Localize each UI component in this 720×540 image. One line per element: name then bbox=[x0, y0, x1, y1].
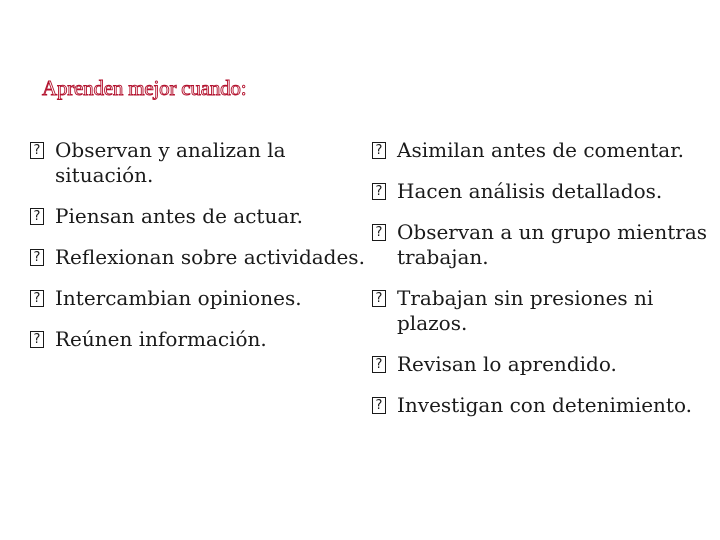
missing-glyph-icon: ? bbox=[372, 142, 386, 159]
missing-glyph-icon: ? bbox=[372, 290, 386, 307]
left-column bbox=[30, 138, 370, 368]
list-item bbox=[372, 220, 712, 270]
list-item bbox=[372, 352, 712, 377]
missing-glyph-icon: ? bbox=[30, 331, 44, 348]
list-item bbox=[30, 327, 370, 352]
list-item-text: Observan y analizan la situación. bbox=[55, 138, 286, 187]
missing-glyph-icon: ? bbox=[372, 356, 386, 373]
list-item bbox=[30, 286, 370, 311]
list-item-text: Asimilan antes de comentar. bbox=[397, 138, 684, 162]
missing-glyph-icon: ? bbox=[372, 397, 386, 414]
list-item-text: Observan a un grupo mientras trabajan. bbox=[397, 220, 708, 269]
missing-glyph-icon: ? bbox=[30, 249, 44, 266]
list-item-text: Reúnen información. bbox=[55, 327, 267, 351]
list-item bbox=[372, 179, 712, 204]
list-item-text: Trabajan sin presiones ni plazos. bbox=[397, 286, 654, 335]
list-item-text: Investigan con detenimiento. bbox=[397, 393, 693, 417]
list-item bbox=[30, 138, 370, 188]
list-item bbox=[30, 204, 370, 229]
missing-glyph-icon: ? bbox=[372, 183, 386, 200]
list-item-text: Hacen análisis detallados. bbox=[397, 179, 663, 203]
list-item-text: Revisan lo aprendido. bbox=[397, 352, 617, 376]
list-item-text: Intercambian opiniones. bbox=[55, 286, 302, 310]
list-item bbox=[372, 393, 712, 418]
slide-title: Aprenden mejor cuando: bbox=[42, 76, 247, 100]
missing-glyph-icon: ? bbox=[30, 290, 44, 307]
list-item-text: Piensan antes de actuar. bbox=[55, 204, 303, 228]
list-item bbox=[372, 286, 712, 336]
missing-glyph-icon: ? bbox=[372, 224, 386, 241]
list-item bbox=[30, 245, 370, 270]
missing-glyph-icon: ? bbox=[30, 208, 44, 225]
missing-glyph-icon: ? bbox=[30, 142, 44, 159]
right-column bbox=[372, 138, 712, 434]
list-item-text: Reflexionan sobre actividades. bbox=[55, 245, 365, 269]
list-item bbox=[372, 138, 712, 163]
